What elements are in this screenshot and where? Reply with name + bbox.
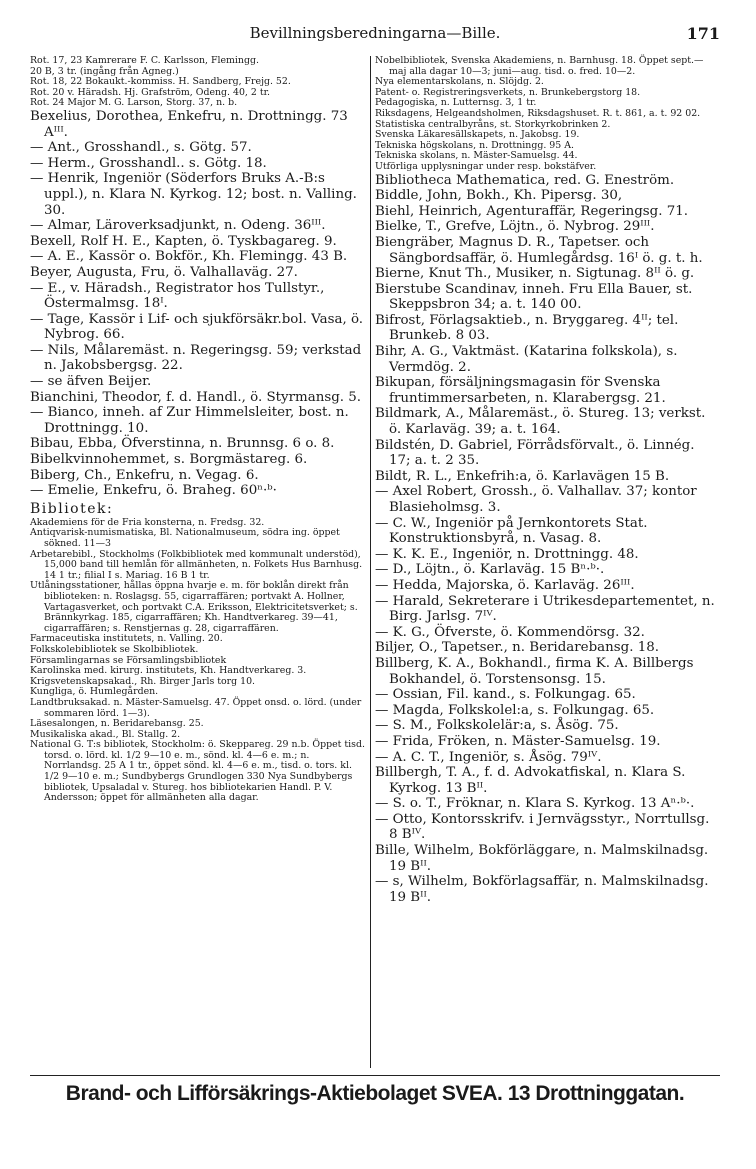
- directory-entry: — Bianco, inneh. af Zur Himmelsleiter, bost. n. Drottningg. 10.: [30, 405, 349, 436]
- footer-advertisement: Brand- och Lifförsäkrings-Aktiebolaget SVEA. 13 Drottninggatan.: [65, 1082, 685, 1105]
- directory-entry: Tekniska skolans, n. Mäster-Samuelsg. 44.: [375, 150, 578, 162]
- section-heading: Bibliotek:: [30, 500, 114, 517]
- directory-entry: — Frida, Fröken, n. Mäster-Samuelsg. 19.: [375, 733, 661, 749]
- directory-entry: Bihr, A. G., Vaktmäst. (Katarina folkskola), s. Vermdög. 2.: [375, 344, 678, 375]
- directory-entry: 20 B, 3 tr. (ingång från Agneg.): [30, 65, 179, 77]
- directory-entry: — Hedda, Majorska, ö. Karlaväg. 26ᴵᴵᴵ.: [375, 577, 635, 593]
- directory-entry: — A. C. T., Ingeniör, s. Åsög. 79ᴵⱽ.: [375, 749, 602, 765]
- directory-entry: Biljer, O., Tapetser., n. Beridarebansg. 18.: [375, 640, 660, 656]
- column-divider: [370, 56, 371, 1068]
- directory-entry: — Ant., Grosshandl., s. Götg. 57.: [30, 140, 252, 156]
- directory-entry: Bifrost, Förlagsaktieb., n. Bryggareg. 4ᴵᴵ; tel. Brunkeb. 8 03.: [375, 312, 679, 344]
- directory-entry: Bikupan, försäljningsmagasin för Svenska fruntimmersarbeten, n. Klarabergsg. 21.: [375, 375, 666, 406]
- directory-entry: Arbetarebibl., Stockholms (Folkbibliotek med kommunalt understöd), 15,000 band till hemlån för allmänheten, n. Folkets Hus Barnhusg. 14 1 tr.; filial I s. Mariag. 16 B 1 tr.: [30, 548, 363, 581]
- directory-entry: Rot. 20 v. Häradsh. Hj. Grafström, Odeng. 40, 2 tr.: [30, 86, 271, 98]
- directory-entry: Billberg, K. A., Bokhandl., firma K. A. Billbergs Bokhandel, ö. Torstensonsg. 15.: [375, 655, 694, 687]
- directory-entry: — Almar, Läroverksadjunkt, n. Odeng. 36ᴵᴵᴵ.: [30, 218, 326, 234]
- directory-entry: Läsesalongen, n. Beridarebansg. 25.: [30, 718, 204, 730]
- right-column: [375, 56, 720, 905]
- directory-entry: Bielke, T., Grefve, Löjtn., ö. Nybrog. 29ᴵᴵᴵ.: [375, 219, 655, 235]
- directory-entry: — C. W., Ingeniör på Jernkontorets Stat. Konstruktionsbyrå, n. Vasag. 8.: [375, 515, 648, 547]
- directory-entry: — Tage, Kassör i Lif- och sjukförsäkr.bol. Vasa, ö. Nybrog. 66.: [30, 311, 364, 343]
- footer-divider: [30, 1075, 720, 1076]
- directory-entry: Tekniska högskolans, n. Drottningg. 95 A.: [375, 139, 574, 151]
- directory-entry: Beyer, Augusta, Fru, ö. Valhallaväg. 27.: [30, 264, 298, 280]
- directory-entry: Folkskolebibliotek se Skolbibliotek.: [30, 643, 199, 655]
- directory-entry: — Herm., Grosshandl.. s. Götg. 18.: [30, 155, 267, 171]
- directory-entry: — se äfven Beijer.: [30, 374, 152, 390]
- directory-entry: Kungliga, ö. Humlegården.: [30, 686, 159, 698]
- directory-entry: — K. G., Öfverste, ö. Kommendörsg. 32.: [375, 624, 645, 640]
- directory-entry: Bibau, Ebba, Öfverstinna, n. Brunnsg. 6 o. 8.: [30, 436, 335, 452]
- directory-entry: — D., Löjtn., ö. Karlaväg. 15 Bⁿ·ᵇ·.: [375, 562, 605, 578]
- directory-entry: — K. K. E., Ingeniör, n. Drottningg. 48.: [375, 546, 639, 562]
- directory-entry: Landtbruksakad. n. Mäster-Samuelsg. 47. Öppet onsd. o. lörd. (under sommaren lörd. 1—3).: [30, 696, 362, 719]
- directory-entry: — Otto, Kontorsskrifv. i Jernvägsstyr., Norrtullsg. 8 Bᴵⱽ.: [375, 811, 710, 843]
- directory-entry: Billbergh, T. A., f. d. Advokatfiskal, n. Klara S. Kyrkog. 13 Bᴵᴵ.: [375, 765, 686, 796]
- directory-entry: Rot. 18, 22 Bokaukt.-kommiss. H. Sandberg, Frejg. 52.: [30, 76, 291, 88]
- directory-entry: Svenska Läkaresällskapets, n. Jakobsg. 19.: [375, 129, 580, 141]
- directory-entry: National G. T:s bibliotek, Stockholm: ö. Skeppareg. 29 n.b. Öppet tisd. torsd. o. lörd. kl. 1/2 9—10 e. m., sönd. kl. 4—6 e. m.; n. Norrlandsg. 25 A 1 tr., öppet sönd. kl. 4—6 e. m., tisd. o. tors. kl. 1/2 9—10 e. m.; Sundbybergs Grundlogen 330 Nya Sundbybergs bibliotek, Upsaladal v. Stureg. hos bibliotekarien Handl. P. V. Andersson; öppet för allmänheten alla dagar.: [30, 739, 365, 804]
- directory-entry: Bexell, Rolf H. E., Kapten, ö. Tyskbagareg. 9.: [30, 233, 337, 249]
- directory-entry: Riksdagens, Helgeandsholmen, Riksdagshuset. R. t. 861, a. t. 92 02.: [375, 107, 701, 119]
- page-header: [30, 24, 720, 44]
- directory-entry: Musikaliska akad., Bl. Stallg. 2.: [30, 728, 181, 740]
- directory-entry: Bildmark, A., Målaremäst., ö. Stureg. 13; verkst. ö. Karlaväg. 39; a. t. 164.: [375, 406, 706, 438]
- directory-entry: — Henrik, Ingeniör (Söderfors Bruks A.-B:s uppl.), n. Klara N. Kyrkog. 12; bost. n. Valling. 30.: [30, 171, 357, 218]
- directory-entry: — s, Wilhelm, Bokförlagsaffär, n. Malmskilnadsg. 19 Bᴵᴵ.: [375, 874, 709, 905]
- directory-entry: Utlåningsstationer, hållas öppna hvarje e. m. för boklån direkt från biblioteken: n. Roslagsg. 55, cigarraffären; portvakt A. Hollner, Vartagasverket, och portvakt C.A. Eriksson, Elektricitetsverket; s. Brännkyrkag. 185, cigarraffären; Kh. Handtverkareg. 39—41, cigarraffären; s. Renstjernas g. 28, cigarraffären.: [30, 580, 358, 634]
- directory-entry: Nya elementarskolans, n. Slöjdg. 2.: [375, 76, 544, 88]
- page-number: 171: [686, 24, 720, 43]
- directory-entry: Biengräber, Magnus D. R., Tapetser. och Sängbordsaffär, ö. Humlegårdsg. 16ᴵ ö. g. t. h.: [375, 234, 703, 266]
- directory-entry: Bibelkvinnohemmet, s. Borgmästareg. 6.: [30, 452, 308, 468]
- directory-entry: Församlingarnas se Församlingsbibliotek: [30, 654, 227, 666]
- directory-entry: — Emelie, Enkefru, ö. Braheg. 60ⁿ·ᵇ·: [30, 483, 277, 499]
- directory-entry: — Harald, Sekreterare i Utrikesdepartementet, n. Birg. Jarlsg. 7ᴵⱽ.: [375, 593, 715, 625]
- directory-entry: — S. M., Folkskolelär:a, s. Åsög. 75.: [375, 718, 619, 734]
- directory-entry: Rot. 17, 23 Kamrerare F. C. Karlsson, Flemingg.: [30, 55, 259, 66]
- directory-entry: Krigsvetenskapsakad., Rh. Birger Jarls torg 10.: [30, 675, 256, 687]
- directory-entry: Biberg, Ch., Enkefru, n. Vegag. 6.: [30, 467, 259, 483]
- directory-entry: Farmaceutiska institutets, n. Valling. 20.: [30, 633, 223, 645]
- directory-entry: Bildt, R. L., Enkefrih:a, ö. Karlavägen 15 B.: [375, 468, 670, 484]
- directory-entry: Antiqvarisk-numismatiska, Bl. Nationalmuseum, södra ing. öppet sökned. 11—3: [30, 527, 340, 549]
- directory-entry: Bille, Wilhelm, Bokförläggare, n. Malmskilnadsg. 19 Bᴵᴵ.: [375, 843, 709, 874]
- directory-entry: — Ossian, Fil. kand., s. Folkungag. 65.: [375, 687, 636, 703]
- directory-entry: — A. E., Kassör o. Bokför., Kh. Flemingg. 43 B.: [30, 249, 348, 265]
- directory-entry: — Nils, Målaremäst. n. Regeringsg. 59; verkstad n. Jakobsbergsg. 22.: [30, 342, 362, 374]
- directory-entry: Statistiska centralbyråns, st. Storkyrkobrinken 2.: [375, 118, 611, 130]
- directory-entry: Biehl, Heinrich, Agenturaffär, Regeringsg. 71.: [375, 203, 689, 219]
- directory-entry: Bibliotheca Mathematica, red. G. Eneström.: [375, 172, 675, 188]
- directory-entry: Biddle, John, Bokh., Kh. Pipersg. 30,: [375, 188, 623, 204]
- left-column: [30, 56, 368, 804]
- directory-entry: Patent- o. Registreringsverkets, n. Brunkebergstorg 18.: [375, 86, 641, 98]
- directory-entry: Akademiens för de Fria konsterna, n. Fredsg. 32.: [30, 516, 265, 528]
- directory-entry: Rot. 24 Major M. G. Larson, Storg. 37, n. b.: [30, 97, 238, 109]
- directory-entry: Bildstén, D. Gabriel, Förrådsförvalt., ö. Linnég. 17; a. t. 2 35.: [375, 437, 695, 469]
- directory-entry: Pedagogiska, n. Lutternsg. 3, 1 tr.: [375, 97, 537, 109]
- directory-entry: — Magda, Folkskolel:a, s. Folkungag. 65.: [375, 702, 655, 718]
- directory-entry: Utförliga upplysningar under resp. bokstäfver.: [375, 160, 597, 172]
- directory-entry: Bexelius, Dorothea, Enkefru, n. Drottningg. 73 Aᴵᴵᴵ.: [30, 108, 348, 140]
- directory-entry: Karolinska med. kirurg. institutets, Kh. Handtverkareg. 3.: [30, 665, 307, 677]
- directory-entry: Nobelbibliotek, Svenska Akademiens, n. Barnhusg. 18. Öppet sept.—maj alla dagar 10—3; juni—aug. tisd. o. fred. 10—2.: [375, 55, 704, 77]
- running-title: Bevillningsberedningarna—Bille.: [249, 24, 501, 42]
- directory-entry: Bierstube Scandinav, inneh. Fru Ella Bauer, st. Skeppsbron 34; a. t. 140 00.: [375, 281, 693, 313]
- directory-entry: — S. o. T., Fröknar, n. Klara S. Kyrkog. 13 Aⁿ·ᵇ·.: [375, 796, 695, 812]
- directory-entry: Bianchini, Theodor, f. d. Handl., ö. Styrmansg. 5.: [30, 389, 362, 405]
- directory-entry: Bierne, Knut Th., Musiker, n. Sigtunag. 8ᴵᴵ ö. g.: [375, 266, 695, 282]
- directory-entry: — E., v. Häradsh., Registrator hos Tullstyr., Östermalmsg. 18ᴵ.: [30, 280, 325, 312]
- directory-entry: — Axel Robert, Grossh., ö. Valhallav. 37; kontor Blasieholmsg. 3.: [375, 484, 697, 515]
